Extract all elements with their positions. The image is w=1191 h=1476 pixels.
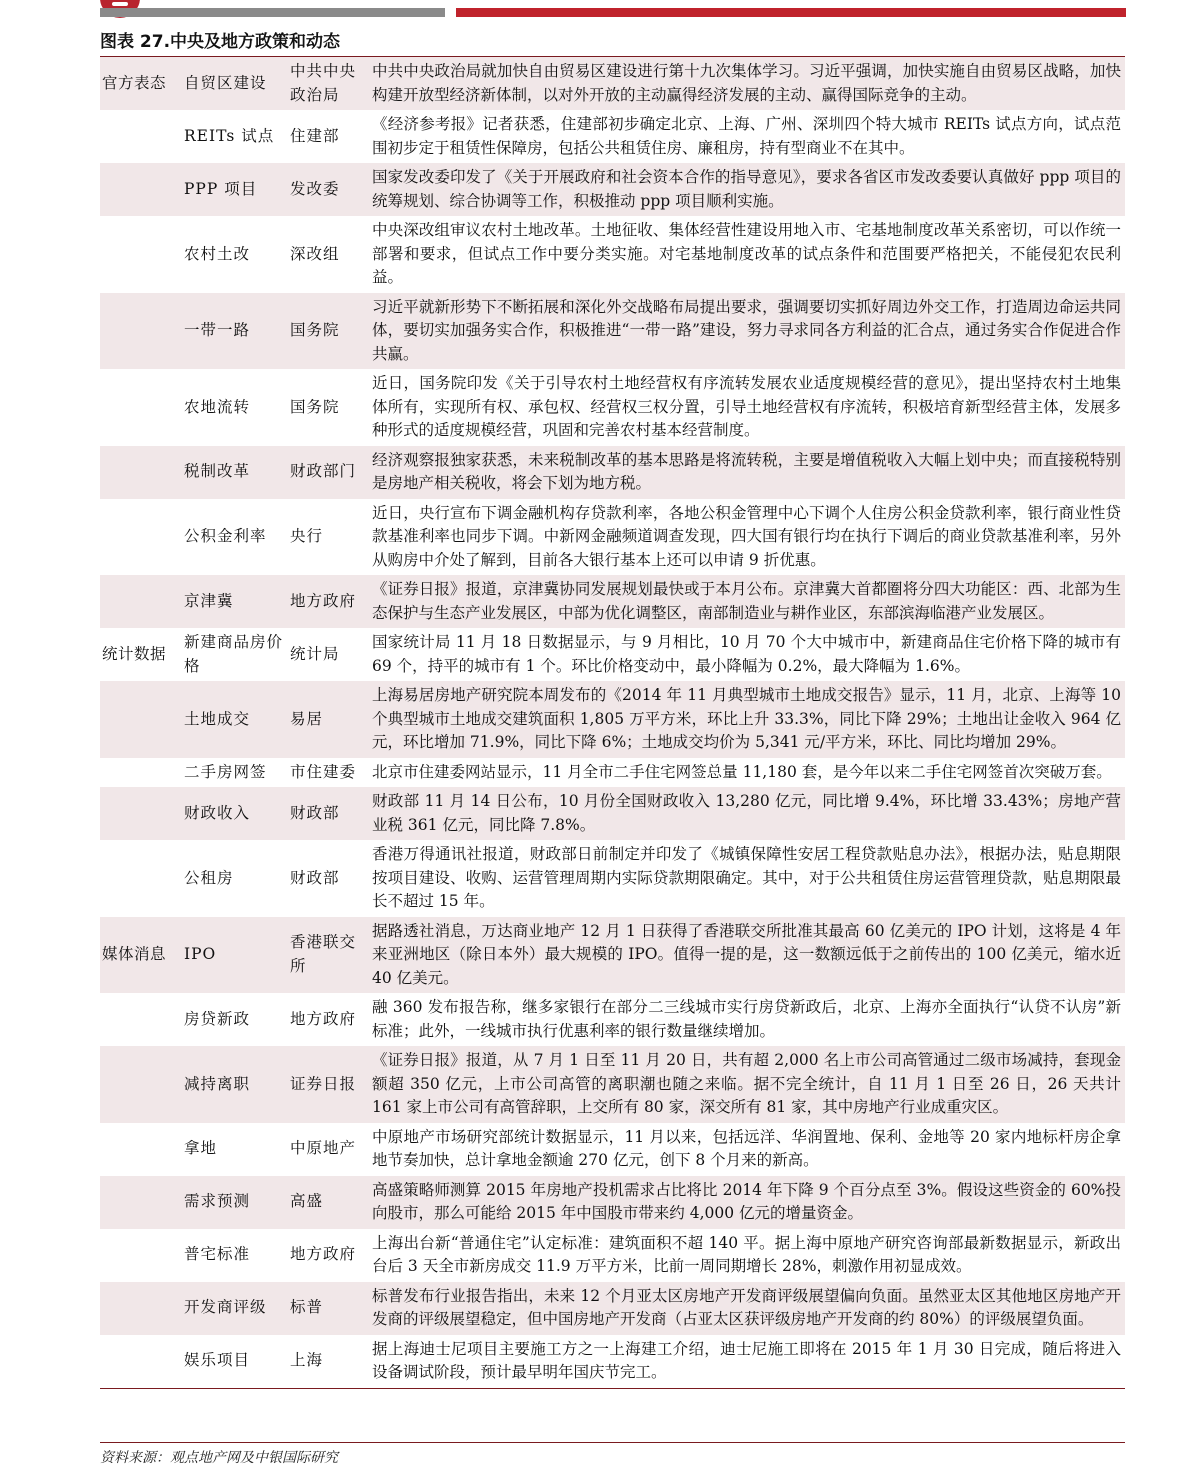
row-topic: 财政收入 — [184, 803, 251, 822]
policy-table — [100, 56, 1125, 1389]
row-agency: 央行 — [290, 527, 324, 545]
table-row — [100, 1046, 1125, 1123]
table-row — [100, 499, 1125, 576]
table-row — [100, 369, 1125, 446]
header-bar-red — [456, 8, 1126, 17]
row-agency: 中共中央政治局 — [290, 62, 357, 104]
row-content: 上海出台新“普通住宅”认定标准：建筑面积不超 140 平。据上海中原地产研究咨询部最新数据显示，新政出台后 3 天全市新房成交 11.9 万平方米，比前一周同期增长 28%，刺激作用初显成效。 — [372, 1233, 1121, 1275]
row-content: 《经济参考报》记者获悉，住建部初步确定北京、上海、广州、深圳四个特大城市 REITs 试点方向，试点范围初步定于租赁性保障房，包括公共租赁住房、廉租房，持有型商业不在其中。 — [372, 115, 1121, 157]
row-content: 据上海迪士尼项目主要施工方之一上海建工介绍，迪士尼施工即将在 2015 年 1 月 30 日完成，随后将进入设备调试阶段，预计最早明年国庆节完工。 — [372, 1339, 1121, 1381]
row-category: 官方表态 — [102, 73, 167, 92]
header-banner — [0, 0, 1191, 30]
row-content: 《证券日报》报道，京津冀协同发展规划最快或于本月公布。京津冀大首都圈将分四大功能区：西、北部为生态保护与生态产业发展区，中部为优化调整区，南部制造业与耕作业区，东部滨海临港产业发展区。 — [372, 580, 1121, 622]
row-topic: 税制改革 — [184, 462, 251, 481]
row-agency: 上海 — [290, 1351, 324, 1370]
row-topic: 二手房网签 — [184, 762, 267, 781]
row-topic: 新建商品房价格 — [184, 633, 284, 675]
row-category: 统计数据 — [102, 644, 167, 663]
row-content: 高盛策略师测算 2015 年房地产投机需求占比将比 2014 年下降 9 个百分点至 3%。假设这些资金的 60%投向股市，那么可能给 2015 年中国股市带来约 4,000 亿元的增量资金。 — [372, 1180, 1121, 1222]
table-row — [100, 993, 1125, 1046]
table-row — [100, 1123, 1125, 1176]
row-agency: 香港联交所 — [290, 933, 357, 975]
row-agency: 中原地产 — [290, 1139, 357, 1158]
table-row — [100, 1282, 1125, 1335]
header-bar-gray — [100, 8, 445, 17]
row-content: 香港万得通讯社报道，财政部日前制定并印发了《城镇保障性安居工程贷款贴息办法》，根据办法，贴息期限按项目建设、收购、运营管理周期内实际贷款期限确定。其中，对于公共租赁住房运营管理贷款，贴息期限最长不超过 15 年。 — [372, 845, 1121, 910]
row-agency: 发改委 — [290, 179, 340, 198]
table-row — [100, 1176, 1125, 1229]
figure-title: 图表 27.中央及地方政策和动态 — [100, 32, 341, 52]
table-row — [100, 575, 1125, 628]
table-row — [100, 293, 1125, 370]
table-row — [100, 57, 1125, 110]
row-agency: 标普 — [290, 1298, 324, 1317]
row-agency: 易居 — [290, 709, 324, 728]
row-topic: 开发商评级 — [184, 1298, 267, 1317]
row-content: 《证券日报》报道，从 7 月 1 日至 11 月 20 日，共有超 2,000 名上市公司高管通过二级市场减持，套现金额超 350 亿元，上市公司高管的离职潮也随之来临。据不完全统计，自 11 月 1 日至 26 日，26 天共计 161 家上市公司有高管辞职，上交所有 80 家，深交所有 81 家，其中房地产行业成重灾区。 — [372, 1051, 1121, 1116]
row-content: 国家统计局 11 月 18 日数据显示，与 9 月相比，10 月 70 个大中城市中，新建商品住宅价格下降的城市有 69 个，持平的城市有 1 个。环比价格变动中，最小降幅为 0.2%，最大降幅为 1.6%。 — [372, 633, 1121, 675]
row-content: 中央深改组审议农村土地改革。土地征收、集体经营性建设用地入市、宅基地制度改革关系密切，可以作统一部署和要求，但试点工作中要分类实施。对宅基地制度改革的试点条件和范围要严格把关，不能侵犯农民利益。 — [372, 221, 1121, 286]
row-agency: 高盛 — [290, 1192, 324, 1211]
row-topic: 农村土改 — [184, 244, 251, 263]
row-content: 北京市住建委网站显示，11 月全市二手住宅网签总量 11,180 套，是今年以来二手住宅网签首次突破万套。 — [372, 762, 1112, 781]
table-row — [100, 681, 1125, 758]
row-topic: 公租房 — [184, 868, 234, 887]
table-row — [100, 110, 1125, 163]
row-agency: 财政部门 — [290, 462, 357, 481]
row-agency: 地方政府 — [290, 1009, 357, 1028]
row-topic: 减持离职 — [184, 1074, 251, 1093]
row-topic: 娱乐项目 — [184, 1351, 251, 1370]
row-topic: 拿地 — [184, 1139, 218, 1158]
row-content: 标普发布行业报告指出，未来 12 个月亚太区房地产开发商评级展望偏向负面。虽然亚太区其他地区房地产开发商的评级展望稳定，但中国房地产开发商（占亚太区获评级房地产开发商的约 80%）的评级展望负面。 — [372, 1286, 1121, 1328]
row-topic: 京津冀 — [184, 591, 234, 610]
row-topic: 土地成交 — [184, 709, 251, 728]
row-topic: 农地流转 — [184, 397, 251, 416]
row-content: 财政部 11 月 14 日公布，10 月份全国财政收入 13,280 亿元，同比增 9.4%，环比增 33.43%；房地产营业税 361 亿元，同比降 7.8%。 — [372, 792, 1121, 834]
row-content: 上海易居房地产研究院本周发布的《2014 年 11 月典型城市土地成交报告》显示，11 月，北京、上海等 10 个典型城市土地成交建筑面积 1,805 万平方米，环比上升 33.3%，同比下降 29%；土地出让金收入 964 亿元，环比增加 71.9%，同比下降 6%；土地成交均价为 5,341 元/平方米，环比、同比均增加 29%。 — [372, 686, 1121, 751]
row-agency: 地方政府 — [290, 1245, 357, 1264]
row-content: 中共中央政治局就加快自由贸易区建设进行第十九次集体学习。习近平强调，加快实施自由贸易区战略，加快构建开放型经济新体制，以对外开放的主动赢得经济发展的主动、赢得国际竞争的主动。 — [372, 62, 1121, 104]
row-agency: 统计局 — [290, 644, 340, 663]
row-content: 融 360 发布报告称，继多家银行在部分二三线城市实行房贷新政后，北京、上海亦全面执行“认贷不认房”新标准；此外，一线城市执行优惠利率的银行数量继续增加。 — [372, 998, 1121, 1040]
source-note: 资料来源：观点地产网及中银国际研究 — [100, 1442, 1125, 1467]
row-topic: PPP 项目 — [184, 179, 258, 198]
row-topic: 一带一路 — [184, 321, 251, 339]
row-topic: 自贸区建设 — [184, 73, 267, 92]
table-row — [100, 917, 1125, 994]
row-topic: 公积金利率 — [184, 527, 267, 545]
table-row — [100, 840, 1125, 917]
row-category: 媒体消息 — [102, 945, 167, 963]
row-topic: REITs 试点 — [184, 126, 275, 145]
row-content: 据路透社消息，万达商业地产 12 月 1 日获得了香港联交所批准其最高 60 亿美元的 IPO 计划，这将是 4 年来亚洲地区（除日本外）最大规模的 IPO。值得一提的是，这一数额远低于之前传出的 100 亿美元，缩水近 40 亿美元。 — [372, 921, 1121, 987]
table-row — [100, 446, 1125, 499]
row-topic: IPO — [184, 945, 217, 963]
row-content: 中原地产市场研究部统计数据显示，11 月以来，包括远洋、华润置地、保利、金地等 20 家内地标杆房企拿地节奏加快，总计拿地金额逾 270 亿元，创下 8 个月来的新高。 — [372, 1127, 1121, 1169]
row-topic: 普宅标准 — [184, 1245, 251, 1264]
row-content: 经济观察报独家获悉，未来税制改革的基本思路是将流转税，主要是增值税收入大幅上划中央；而直接税特别是房地产相关税收，将会下划为地方税。 — [372, 450, 1121, 492]
row-agency: 地方政府 — [290, 591, 357, 610]
row-content: 国家发改委印发了《关于开展政府和社会资本合作的指导意见》，要求各省区市发改委要认真做好 ppp 项目的统筹规划、综合协调等工作，积极推动 ppp 项目顺利实施。 — [372, 168, 1121, 210]
brand-logo-mark — [112, 2, 128, 6]
row-agency: 深改组 — [290, 244, 340, 263]
row-agency: 证券日报 — [290, 1074, 357, 1093]
row-content: 近日，央行宣布下调金融机构存贷款利率，各地公积金管理中心下调个人住房公积金贷款利率，银行商业性贷款基准利率也同步下调。中新网金融频道调查发现，四大国有银行均在执行下调后的商业贷款基准利率，另外从购房中介处了解到，目前各大银行基本上还可以申请 9 折优惠。 — [372, 503, 1121, 569]
row-agency: 国务院 — [290, 321, 340, 339]
table-row — [100, 628, 1125, 681]
row-agency: 财政部 — [290, 803, 340, 822]
table-row — [100, 216, 1125, 293]
row-agency: 财政部 — [290, 868, 340, 887]
table-row — [100, 1335, 1125, 1388]
row-topic: 房贷新政 — [184, 1009, 251, 1028]
row-topic: 需求预测 — [184, 1192, 251, 1211]
row-content: 近日，国务院印发《关于引导农村土地经营权有序流转发展农业适度规模经营的意见》，提出坚持农村土地集体所有，实现所有权、承包权、经营权三权分置，引导土地经营权有序流转，积极培育新型经营主体，发展多种形式的适度规模经营，巩固和完善农村基本经营制度。 — [372, 374, 1121, 439]
row-agency: 市住建委 — [290, 762, 357, 781]
row-agency: 住建部 — [290, 126, 340, 145]
table-row — [100, 163, 1125, 216]
table-row — [100, 1229, 1125, 1282]
table-row — [100, 758, 1125, 788]
row-content: 习近平就新形势下不断拓展和深化外交战略布局提出要求，强调要切实抓好周边外交工作，打造周边命运共同体，要切实加强务实合作，积极推进“一带一路”建设，努力寻求同各方利益的汇合点，通过务实合作促进合作共赢。 — [372, 297, 1121, 363]
row-agency: 国务院 — [290, 397, 340, 416]
table-row — [100, 787, 1125, 840]
